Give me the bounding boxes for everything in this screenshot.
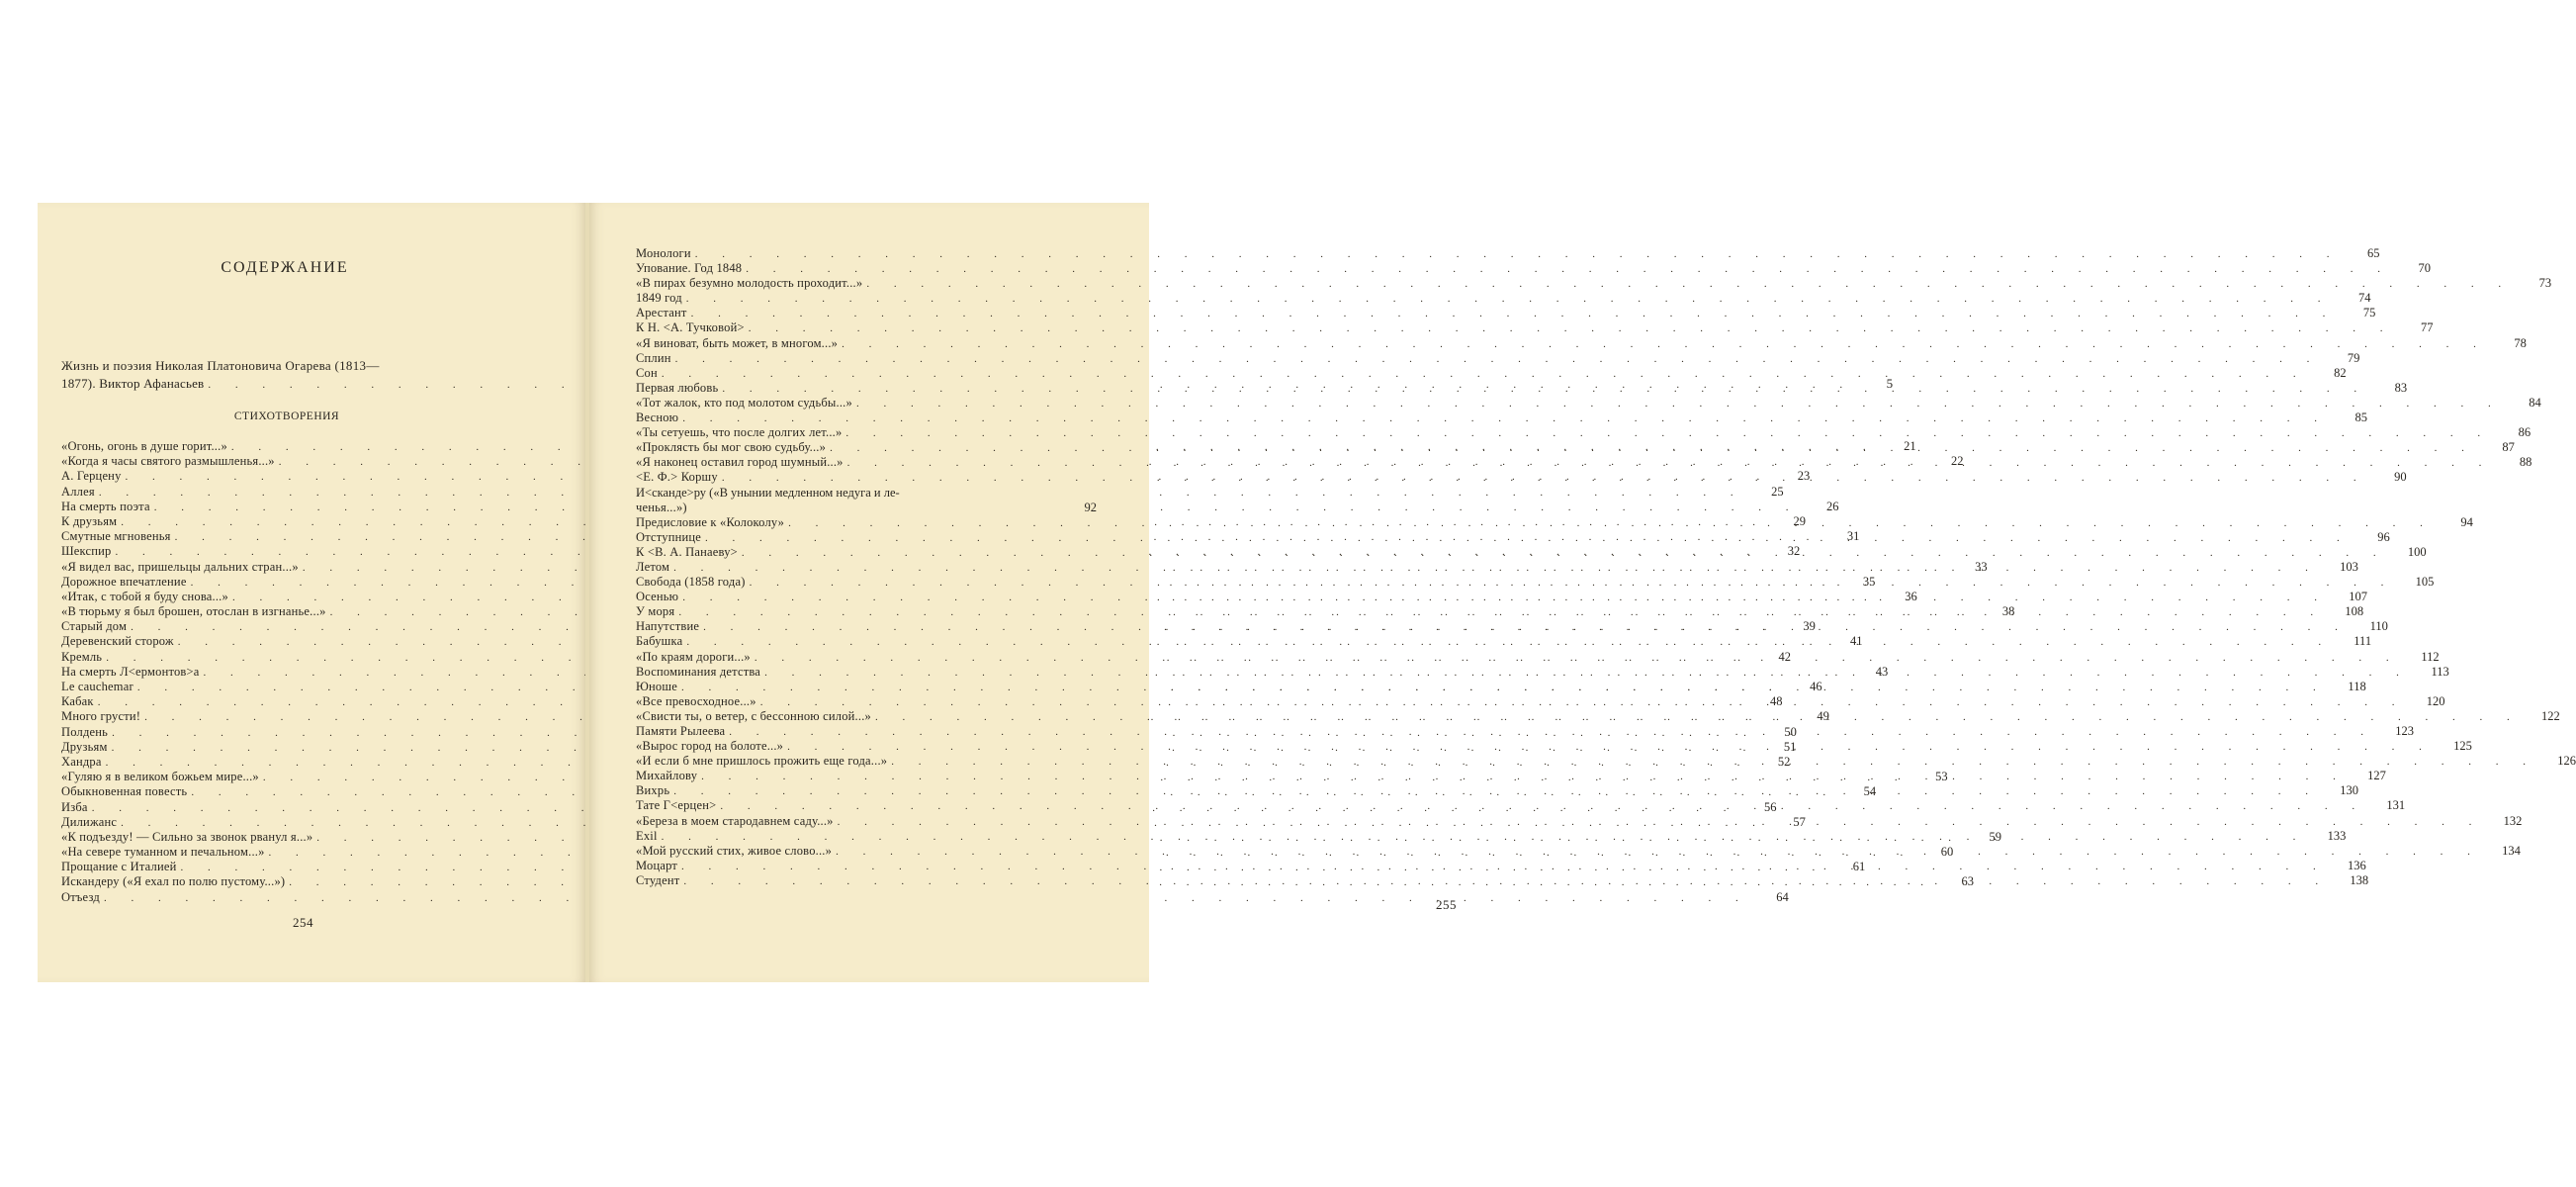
dot-leader <box>847 456 2493 471</box>
toc-entry-title: Моцарт <box>636 858 678 872</box>
toc-entry <box>636 425 2532 440</box>
dot-leader <box>681 860 2327 874</box>
toc-entry-title: «Свисти ты, о ветер, с бессонною силой...» <box>636 708 871 723</box>
toc-entry-page-number: 77 <box>2420 320 2434 335</box>
toc-entry-title: «Проклясть бы мог свою судьбу...» <box>636 440 827 455</box>
toc-entry-title: Упование. Год 1848 <box>636 261 743 276</box>
toc-entry-title: Бабушка <box>636 634 683 649</box>
toc-entry-page-number: 127 <box>2367 769 2386 783</box>
toc-entry-title: Тате Г<ерцен> <box>636 798 717 813</box>
toc-entry-title: Аллея <box>61 484 95 499</box>
toc-entry-title: У моря <box>636 604 675 619</box>
toc-entry <box>636 276 2552 291</box>
toc-entry <box>636 411 2367 425</box>
dot-leader <box>686 635 2332 650</box>
toc-entry-page-number: 85 <box>2354 411 2367 425</box>
toc-entry-title: «Гуляю я в великом божьем мире...» <box>61 770 259 784</box>
toc-entry-page-number: 57 <box>1793 814 1806 829</box>
dot-leader <box>742 546 2387 561</box>
toc-entry-title: Exil <box>636 828 658 843</box>
toc-entry-page-number: 88 <box>2519 455 2532 470</box>
toc-entry-page-number: 132 <box>2503 813 2523 828</box>
toc-entry-page-number: 73 <box>2538 276 2552 291</box>
toc-entry-page-number: 123 <box>2395 724 2415 738</box>
toc-entry-title: Хандра <box>61 754 102 769</box>
toc-entry-title: Много грусти! <box>61 709 141 724</box>
toc-entry-page-number: 83 <box>2394 380 2408 395</box>
toc-entry-page-number: 63 <box>1961 874 1975 889</box>
toc-entry-title: Полдень <box>61 724 109 739</box>
toc-entry-page-number: 31 <box>1846 529 1860 544</box>
toc-entry-page-number: 118 <box>2348 679 2366 693</box>
toc-entry-title: Кабак <box>61 694 94 709</box>
toc-entry-page-number: 110 <box>2369 619 2388 634</box>
dot-leader <box>842 337 2487 352</box>
toc-entry-title: Шекспир <box>61 544 112 559</box>
toc-entry-page-number: 26 <box>1825 499 1839 513</box>
toc-entry-page-number: 38 <box>2001 604 2015 619</box>
toc-entry-title: На смерть Л<ермонтов>а <box>61 664 200 679</box>
dot-leader <box>729 725 2374 740</box>
toc-entry-page-number: 108 <box>2345 604 2364 619</box>
toc-entry-page-number: 50 <box>1784 724 1797 739</box>
toc-entry-page-number: 48 <box>1769 694 1783 709</box>
toc-entry-title: Дорожное впечатление <box>61 574 187 589</box>
toc-entry-title: Студент <box>636 872 680 887</box>
toc-entry-page-number: 39 <box>1803 619 1816 634</box>
toc-entry-page-number: 35 <box>1862 574 1876 589</box>
toc-entry-title: К <В. А. Панаеву> <box>636 544 738 559</box>
toc-entry-title: Предисловие к «Колоколу» <box>636 514 785 529</box>
toc-entry-title: «Я видел вас, пришельцы дальних стран...» <box>61 559 299 574</box>
dot-leader <box>705 531 2351 546</box>
dot-leader <box>788 513 2434 531</box>
toc-entry-title: «По краям дороги...» <box>636 649 751 664</box>
section-heading: СТИХОТВОРЕНИЯ <box>233 411 340 422</box>
toc-entry-page-number: 105 <box>2415 575 2435 590</box>
toc-entry-title: Отъезд <box>61 889 100 904</box>
dot-leader <box>673 561 2319 576</box>
toc-entry-title: «Береза в моем стародавнем саду...» <box>636 813 834 828</box>
dot-leader <box>856 397 2502 411</box>
toc-entry-title: Весною <box>636 411 679 425</box>
toc-entry-page-number: 87 <box>2502 440 2515 455</box>
toc-entry-title: Обыкновенная повесть <box>61 784 188 799</box>
dot-leader <box>720 799 2365 814</box>
dot-leader <box>760 695 2406 710</box>
toc-entry-title: «На севере туманном и печальном...» <box>61 845 265 860</box>
toc-entry-page-number: 60 <box>1940 845 1954 860</box>
toc-entry-title: Старый дом <box>61 619 128 634</box>
toc-entry-page-number: 25 <box>1771 484 1784 499</box>
toc-entry-page-number: 54 <box>1863 784 1877 799</box>
toc-entry-title: А. Герцену <box>61 469 122 484</box>
toc-entry-page-number: 33 <box>1975 559 1988 574</box>
toc-entry-title: Кремль <box>61 649 103 664</box>
toc-entry-title: «Мой русский стих, живое слово...» <box>636 843 833 858</box>
toc-entry-title: «Огонь, огонь в душе горит...» <box>61 439 227 453</box>
toc-entry-page-number: 32 <box>1787 544 1801 559</box>
toc-entry-page-number: 51 <box>1783 739 1797 754</box>
toc-entry-title: «В пирах безумно молодость проходит...» <box>636 276 863 291</box>
toc-entry-title: Летом <box>636 559 670 574</box>
contents-title: СОДЕРЖАНИЕ <box>221 259 349 276</box>
dot-leader <box>722 382 2367 397</box>
toc-entry-page-number: 90 <box>2394 470 2407 485</box>
toc-entry-page-number: 84 <box>2529 395 2541 410</box>
dot-leader <box>755 651 2400 666</box>
dot-leader <box>830 441 2475 456</box>
toc-entry-page-number: 94 <box>2460 514 2473 529</box>
dot-leader <box>836 845 2481 860</box>
toc-entry-title: «Все превосходное...» <box>636 693 756 708</box>
toc-entry-title: Михайлову <box>636 769 698 783</box>
toc-entry <box>636 395 2541 411</box>
dot-leader <box>681 681 2327 695</box>
toc-entry-title: «Вырос город на болоте...» <box>636 739 784 754</box>
toc-entry-page-number: 133 <box>2327 828 2347 843</box>
toc-entry <box>636 306 2376 320</box>
intro-line-2-text: 1877). Виктор Афанасьев <box>61 376 205 391</box>
toc-entry-page-number: 96 <box>2377 529 2390 544</box>
toc-entry-page-number: 79 <box>2347 350 2360 365</box>
toc-entry-page-number: 29 <box>1793 513 1807 528</box>
toc-entry-title: Сон <box>636 365 658 380</box>
toc-entry-title: Отступнице <box>636 529 702 544</box>
toc-entry-title: «К подъезду! — Сильно за звонок рванул я...» <box>61 829 313 844</box>
toc-entry-page-number: 100 <box>2407 544 2427 559</box>
toc-entry-title: Сплин <box>636 350 671 365</box>
toc-entry-title: Le cauchemar <box>61 680 133 693</box>
toc-entry-title: Первая любовь <box>636 380 719 395</box>
toc-entry-page-number: 78 <box>2514 335 2527 350</box>
toc-entry-title: К Н. <А. Тучковой> <box>636 320 745 335</box>
toc-entry-page-number: 36 <box>1905 589 1917 603</box>
toc-entry-page-number: 138 <box>2350 872 2369 887</box>
toc-entry <box>636 246 2380 261</box>
toc-entry-page-number: 64 <box>1776 889 1789 904</box>
toc-entry-page-number: 131 <box>2386 798 2406 813</box>
toc-entry-page-number: 112 <box>2421 649 2440 664</box>
toc-entry-page-number: 23 <box>1797 469 1811 484</box>
toc-entry-page-number: 21 <box>1904 439 1916 453</box>
dot-leader <box>722 471 2367 486</box>
toc-entry-page-number: 122 <box>2540 708 2560 723</box>
toc-entry-multiline-line-1: И<скандe>ру («В унынии медленном недуга и ле- <box>636 485 900 500</box>
toc-entry-title: Изба <box>61 799 88 814</box>
toc-entry <box>636 291 2371 306</box>
toc-entry <box>636 365 2347 381</box>
toc-entry <box>636 380 2408 396</box>
intro-line-1: Жизнь и поэзия Николая Платоновича Огарева (1813— <box>61 358 380 373</box>
toc-entry-title: Дилижанс <box>61 814 118 829</box>
toc-entry <box>636 350 2360 366</box>
dot-leader <box>764 666 2410 681</box>
toc-entry-page-number: 43 <box>1875 664 1889 679</box>
toc-entry-title: ченья...») <box>636 500 687 514</box>
toc-entry <box>636 320 2434 335</box>
dot-leader <box>695 247 2341 262</box>
toc-entry-title: Искандеру («Я ехал по полю пустому...») <box>61 874 286 889</box>
dot-leader <box>675 352 2321 367</box>
dot-leader <box>662 830 2307 845</box>
toc-entry-page-number: 22 <box>1951 454 1964 469</box>
dot-leader <box>891 755 2536 770</box>
dot-leader <box>838 815 2483 830</box>
toc-entry-page-number: 111 <box>2354 634 2372 649</box>
toc-entry-page-number: 59 <box>1989 829 2002 844</box>
dot-leader <box>683 874 2329 889</box>
toc-entry-page-number: 113 <box>2431 664 2449 679</box>
toc-entry-title: «Я виноват, быть может, в многом...» <box>636 335 839 350</box>
toc-entry-page-number: 130 <box>2340 783 2358 798</box>
dot-leader <box>749 321 2394 336</box>
dot-leader <box>701 770 2347 784</box>
toc-entry-title: «Ты сетуешь, что после долгих лет...» <box>636 425 843 440</box>
toc-entry-page-number: 107 <box>2349 590 2367 604</box>
toc-entry-title: Прощание с Италией <box>61 860 177 874</box>
dot-leader <box>682 591 2328 605</box>
toc-entry-title: Свобода (1858 года) <box>636 575 746 590</box>
toc-entry-page-number: 65 <box>2366 246 2380 260</box>
toc-entry-page-number: 86 <box>2518 425 2532 440</box>
toc-entry-page-number: 41 <box>1850 634 1863 649</box>
toc-entry-page-number: 74 <box>2358 291 2371 306</box>
dot-leader <box>703 620 2349 635</box>
toc-entry-page-number: 134 <box>2502 843 2521 858</box>
toc-entry <box>636 335 2527 351</box>
toc-entry-title: Памяти Рылеева <box>636 724 726 738</box>
toc-entry-title: «Когда я часы святого размышленья...» <box>61 454 275 469</box>
dot-leader <box>875 710 2521 725</box>
intro-page-number: 5 <box>1886 376 1894 391</box>
toc-entry-title: 1849 год <box>636 291 682 306</box>
toc-entry-title: Деревенский сторож <box>61 634 174 649</box>
toc-entry-page-number: 120 <box>2426 693 2445 708</box>
toc-entry-title: Смутные мгновенья <box>61 529 171 544</box>
toc-entry-title: <Е. Ф.> Коршу <box>636 470 718 485</box>
toc-entry-page-number: 52 <box>1777 754 1791 769</box>
toc-entry-page-number: 92 <box>1084 500 1097 514</box>
dot-leader <box>678 605 2324 620</box>
dot-leader <box>682 411 2328 426</box>
toc-entry-page-number: 42 <box>1778 649 1791 664</box>
toc-entry-title: Воспоминания детства <box>636 664 761 679</box>
dot-leader <box>686 292 2332 307</box>
toc-entry-title: «И если б мне пришлось прожить еще года...» <box>636 754 888 769</box>
toc-entry-page-number: 61 <box>1852 860 1866 874</box>
toc-entry-title: Арестант <box>636 306 687 320</box>
toc-entry-multiline-line-2 <box>636 501 1097 515</box>
toc-entry-page-number: 125 <box>2453 739 2472 754</box>
toc-entry-page-number: 82 <box>2334 365 2347 380</box>
dot-leader <box>691 307 2337 321</box>
dot-leader <box>673 784 2319 799</box>
toc-entry-page-number: 103 <box>2340 559 2358 574</box>
toc-entry-title: «В тюрьму я был брошен, отослан в изгнанье...» <box>61 604 326 619</box>
toc-entry-page-number: 53 <box>1935 770 1948 784</box>
dot-leader <box>746 262 2391 277</box>
book-spread <box>38 203 2576 982</box>
toc-entry-title: Юноше <box>636 679 677 693</box>
toc-entry-title: На смерть поэта <box>61 499 150 513</box>
toc-entry-page-number: 49 <box>1817 709 1829 724</box>
toc-entry-page-number: 56 <box>1763 799 1777 814</box>
dot-leader <box>750 576 2395 591</box>
toc-entry-title: Осенью <box>636 590 679 604</box>
toc-entry-page-number: 136 <box>2348 858 2366 872</box>
toc-entry-page-number: 46 <box>1810 680 1822 693</box>
toc-entry <box>636 261 2432 276</box>
toc-entry-page-number: 70 <box>2418 261 2432 276</box>
dot-leader <box>787 740 2433 755</box>
toc-entry-title: К друзьям <box>61 513 118 528</box>
dot-leader <box>866 277 2512 292</box>
toc-entry-page-number: 126 <box>2557 754 2576 769</box>
toc-entry-title: «Итак, с тобой я буду снова...» <box>61 589 228 603</box>
dot-leader <box>845 426 2491 441</box>
toc-entry-title: «Тот жалок, кто под молотом судьбы...» <box>636 395 852 410</box>
toc-entry-title: Напутствие <box>636 619 700 634</box>
page-number-left: 254 <box>293 915 313 930</box>
toc-entry-page-number: 75 <box>2362 306 2376 320</box>
toc-entry-title: Друзьям <box>61 739 108 754</box>
toc-entry-title: Монологи <box>636 246 691 260</box>
toc-entry-title: Вихрь <box>636 783 670 798</box>
toc-entry-title: «Я наконец оставил город шумный...» <box>636 455 844 470</box>
page-number-right: 255 <box>1436 897 1457 912</box>
dot-leader <box>662 367 2307 382</box>
